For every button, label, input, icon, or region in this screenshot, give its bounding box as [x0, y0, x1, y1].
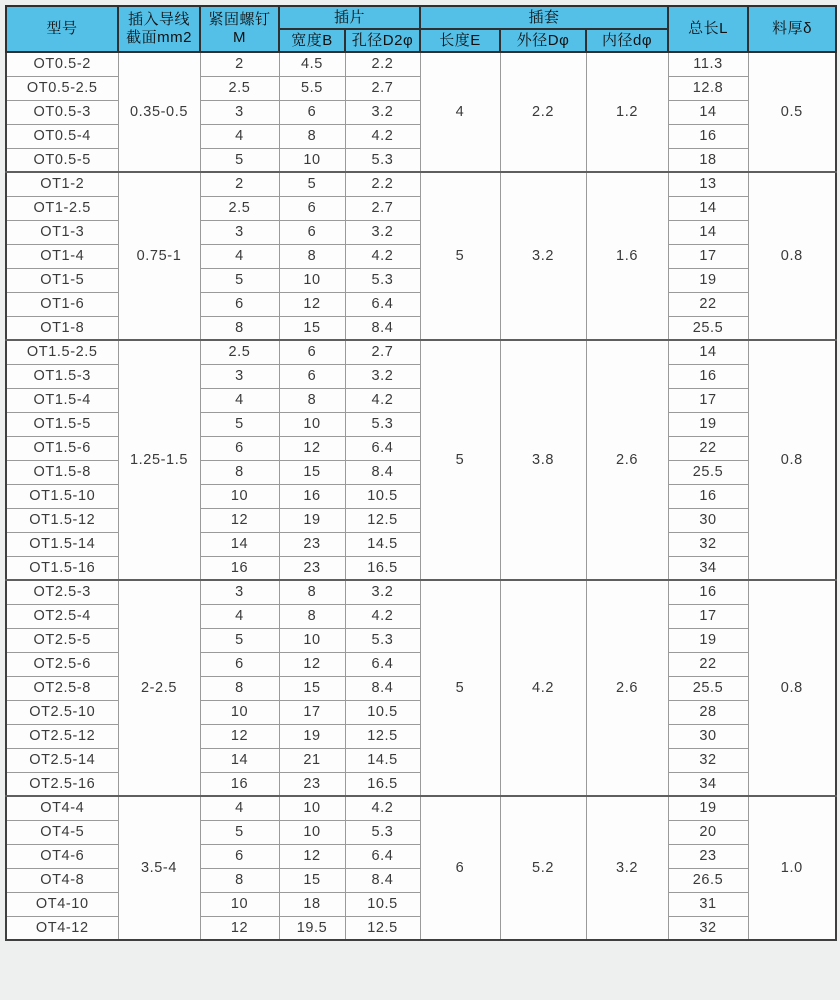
spec-table-body — [6, 52, 836, 940]
cell-model: OT2.5-12 — [6, 724, 118, 748]
cell-model: OT0.5-2.5 — [6, 76, 118, 100]
header-tab-hole: 孔径D2φ — [345, 29, 420, 52]
header-wire-section — [118, 6, 200, 52]
cell-tab-hole: 4.2 — [345, 604, 420, 628]
header-sleeve-inner: 内径dφ — [586, 29, 668, 52]
cell-tab-hole: 10.5 — [345, 700, 420, 724]
cell-screw: 2.5 — [200, 340, 279, 364]
cell-model: OT4-10 — [6, 892, 118, 916]
cell-tab-width: 15 — [279, 316, 345, 340]
cell-model: OT0.5-2 — [6, 52, 118, 76]
cell-tab-width: 8 — [279, 124, 345, 148]
cell-screw: 16 — [200, 556, 279, 580]
cell-tab-hole: 2.7 — [345, 340, 420, 364]
cell-tab-hole: 6.4 — [345, 652, 420, 676]
cell-total-length: 34 — [668, 772, 748, 796]
cell-model: OT1.5-5 — [6, 412, 118, 436]
cell-wire-section: 1.25-1.5 — [118, 340, 200, 580]
cell-total-length: 11.3 — [668, 52, 748, 76]
cell-tab-hole: 16.5 — [345, 772, 420, 796]
cell-total-length: 32 — [668, 532, 748, 556]
cell-total-length: 31 — [668, 892, 748, 916]
cell-total-length: 25.5 — [668, 676, 748, 700]
cell-tab-hole: 8.4 — [345, 868, 420, 892]
cell-sleeve-inner: 1.2 — [586, 52, 668, 172]
cell-screw: 12 — [200, 916, 279, 940]
cell-total-length: 18 — [668, 148, 748, 172]
cell-sleeve-inner: 3.2 — [586, 796, 668, 940]
cell-tab-hole: 8.4 — [345, 316, 420, 340]
cell-model: OT1.5-4 — [6, 388, 118, 412]
cell-tab-hole: 6.4 — [345, 844, 420, 868]
cell-screw: 5 — [200, 268, 279, 292]
cell-tab-hole: 2.7 — [345, 196, 420, 220]
cell-tab-hole: 6.4 — [345, 436, 420, 460]
cell-model: OT4-5 — [6, 820, 118, 844]
cell-sleeve-length: 4 — [420, 52, 500, 172]
cell-sleeve-length: 5 — [420, 340, 500, 580]
cell-model: OT0.5-4 — [6, 124, 118, 148]
cell-screw: 6 — [200, 652, 279, 676]
cell-tab-width: 5.5 — [279, 76, 345, 100]
cell-tab-width: 8 — [279, 580, 345, 604]
cell-sleeve-length: 6 — [420, 796, 500, 940]
cell-total-length: 14 — [668, 220, 748, 244]
cell-screw: 8 — [200, 460, 279, 484]
cell-total-length: 14 — [668, 196, 748, 220]
cell-model: OT1-5 — [6, 268, 118, 292]
cell-tab-width: 10 — [279, 820, 345, 844]
cell-sleeve-outer: 3.8 — [500, 340, 586, 580]
cell-tab-width: 21 — [279, 748, 345, 772]
cell-tab-hole: 2.2 — [345, 172, 420, 196]
cell-tab-hole: 3.2 — [345, 220, 420, 244]
cell-screw: 8 — [200, 676, 279, 700]
cell-model: OT1.5-10 — [6, 484, 118, 508]
cell-model: OT2.5-16 — [6, 772, 118, 796]
table-row — [6, 796, 836, 820]
cell-sleeve-inner: 1.6 — [586, 172, 668, 340]
cell-tab-hole: 3.2 — [345, 100, 420, 124]
cell-tab-width: 16 — [279, 484, 345, 508]
cell-total-length: 20 — [668, 820, 748, 844]
cell-screw: 10 — [200, 892, 279, 916]
cell-total-length: 22 — [668, 436, 748, 460]
cell-total-length: 22 — [668, 652, 748, 676]
table-header — [6, 6, 836, 52]
cell-screw: 4 — [200, 604, 279, 628]
cell-model: OT4-6 — [6, 844, 118, 868]
cell-tab-hole: 3.2 — [345, 580, 420, 604]
cell-tab-hole: 12.5 — [345, 508, 420, 532]
cell-total-length: 28 — [668, 700, 748, 724]
cell-sleeve-inner: 2.6 — [586, 340, 668, 580]
cell-tab-width: 4.5 — [279, 52, 345, 76]
cell-model: OT0.5-3 — [6, 100, 118, 124]
cell-total-length: 32 — [668, 916, 748, 940]
cell-screw: 3 — [200, 364, 279, 388]
cell-model: OT4-12 — [6, 916, 118, 940]
cell-model: OT4-8 — [6, 868, 118, 892]
cell-model: OT0.5-5 — [6, 148, 118, 172]
cell-model: OT1.5-12 — [6, 508, 118, 532]
header-sleeve-group: 插套 — [420, 6, 668, 29]
cell-wire-section: 3.5-4 — [118, 796, 200, 940]
cell-wire-section: 0.35-0.5 — [118, 52, 200, 172]
cell-screw: 5 — [200, 628, 279, 652]
cell-tab-hole: 4.2 — [345, 124, 420, 148]
cell-tab-hole: 4.2 — [345, 388, 420, 412]
cell-tab-width: 23 — [279, 556, 345, 580]
cell-model: OT2.5-8 — [6, 676, 118, 700]
cell-screw: 4 — [200, 796, 279, 820]
cell-total-length: 32 — [668, 748, 748, 772]
cell-model: OT2.5-6 — [6, 652, 118, 676]
cell-model: OT4-4 — [6, 796, 118, 820]
cell-tab-width: 23 — [279, 772, 345, 796]
cell-sleeve-length: 5 — [420, 580, 500, 796]
cell-sleeve-inner: 2.6 — [586, 580, 668, 796]
cell-total-length: 19 — [668, 268, 748, 292]
cell-model: OT1-2.5 — [6, 196, 118, 220]
cell-tab-width: 19.5 — [279, 916, 345, 940]
cell-tab-hole: 16.5 — [345, 556, 420, 580]
header-model: 型号 — [6, 6, 118, 52]
cell-screw: 3 — [200, 580, 279, 604]
cell-model: OT2.5-5 — [6, 628, 118, 652]
cell-screw: 3 — [200, 220, 279, 244]
cell-model: OT1.5-3 — [6, 364, 118, 388]
cell-total-length: 17 — [668, 244, 748, 268]
cell-tab-hole: 14.5 — [345, 532, 420, 556]
cell-tab-width: 8 — [279, 604, 345, 628]
header-wire-section-line2: 截面mm2 — [126, 29, 192, 46]
header-tab-group: 插片 — [279, 6, 420, 29]
header-total-length: 总长L — [668, 6, 748, 52]
cell-tab-width: 18 — [279, 892, 345, 916]
cell-model: OT1.5-6 — [6, 436, 118, 460]
cell-tab-hole: 5.3 — [345, 628, 420, 652]
cell-screw: 2.5 — [200, 196, 279, 220]
cell-total-length: 19 — [668, 628, 748, 652]
cell-total-length: 23 — [668, 844, 748, 868]
cell-total-length: 22 — [668, 292, 748, 316]
cell-screw: 2.5 — [200, 76, 279, 100]
cell-model: OT1-4 — [6, 244, 118, 268]
cell-model: OT1.5-8 — [6, 460, 118, 484]
cell-tab-width: 15 — [279, 460, 345, 484]
cell-screw: 14 — [200, 748, 279, 772]
cell-tab-width: 19 — [279, 508, 345, 532]
cell-screw: 10 — [200, 700, 279, 724]
cell-screw: 10 — [200, 484, 279, 508]
cell-sleeve-length: 5 — [420, 172, 500, 340]
cell-tab-hole: 2.7 — [345, 76, 420, 100]
cell-total-length: 14 — [668, 100, 748, 124]
cell-total-length: 30 — [668, 508, 748, 532]
cell-screw: 5 — [200, 412, 279, 436]
cell-total-length: 34 — [668, 556, 748, 580]
cell-tab-hole: 4.2 — [345, 796, 420, 820]
cell-tab-width: 6 — [279, 100, 345, 124]
cell-screw: 12 — [200, 508, 279, 532]
cell-sleeve-outer: 3.2 — [500, 172, 586, 340]
cell-total-length: 14 — [668, 340, 748, 364]
header-sleeve-length: 长度E — [420, 29, 500, 52]
cell-total-length: 17 — [668, 604, 748, 628]
cell-total-length: 16 — [668, 364, 748, 388]
cell-total-length: 25.5 — [668, 460, 748, 484]
cell-wire-section: 2-2.5 — [118, 580, 200, 796]
cell-screw: 5 — [200, 820, 279, 844]
cell-screw: 2 — [200, 172, 279, 196]
cell-tab-hole: 3.2 — [345, 364, 420, 388]
cell-sleeve-outer: 4.2 — [500, 580, 586, 796]
cell-thickness: 1.0 — [748, 796, 836, 940]
table-row — [6, 580, 836, 604]
cell-tab-width: 17 — [279, 700, 345, 724]
cell-tab-width: 6 — [279, 196, 345, 220]
cell-thickness: 0.8 — [748, 340, 836, 580]
cell-model: OT1.5-16 — [6, 556, 118, 580]
cell-tab-hole: 14.5 — [345, 748, 420, 772]
cell-tab-width: 19 — [279, 724, 345, 748]
spec-table — [5, 5, 837, 941]
cell-tab-hole: 8.4 — [345, 676, 420, 700]
cell-screw: 16 — [200, 772, 279, 796]
cell-tab-width: 10 — [279, 148, 345, 172]
cell-total-length: 16 — [668, 124, 748, 148]
cell-sleeve-outer: 5.2 — [500, 796, 586, 940]
cell-model: OT1-6 — [6, 292, 118, 316]
cell-tab-width: 12 — [279, 844, 345, 868]
cell-tab-width: 15 — [279, 868, 345, 892]
header-screw-line1: 紧固螺钉 — [208, 11, 271, 28]
cell-total-length: 19 — [668, 796, 748, 820]
cell-screw: 6 — [200, 292, 279, 316]
cell-screw: 2 — [200, 52, 279, 76]
cell-model: OT2.5-4 — [6, 604, 118, 628]
cell-model: OT1-2 — [6, 172, 118, 196]
cell-tab-width: 5 — [279, 172, 345, 196]
header-tab-width: 宽度B — [279, 29, 345, 52]
cell-tab-width: 12 — [279, 292, 345, 316]
cell-tab-hole: 8.4 — [345, 460, 420, 484]
cell-tab-hole: 5.3 — [345, 820, 420, 844]
cell-tab-width: 10 — [279, 412, 345, 436]
cell-tab-width: 23 — [279, 532, 345, 556]
header-thickness: 料厚δ — [748, 6, 836, 52]
cell-total-length: 26.5 — [668, 868, 748, 892]
table-row — [6, 52, 836, 76]
cell-total-length: 12.8 — [668, 76, 748, 100]
cell-tab-width: 8 — [279, 388, 345, 412]
cell-tab-hole: 2.2 — [345, 52, 420, 76]
cell-screw: 4 — [200, 124, 279, 148]
table-row — [6, 172, 836, 196]
cell-screw: 14 — [200, 532, 279, 556]
cell-tab-width: 8 — [279, 244, 345, 268]
header-screw-line2: M — [233, 29, 246, 46]
cell-screw: 4 — [200, 388, 279, 412]
cell-screw: 4 — [200, 244, 279, 268]
cell-screw: 12 — [200, 724, 279, 748]
cell-total-length: 19 — [668, 412, 748, 436]
cell-tab-hole: 5.3 — [345, 412, 420, 436]
cell-model: OT2.5-10 — [6, 700, 118, 724]
cell-tab-hole: 12.5 — [345, 724, 420, 748]
cell-total-length: 25.5 — [668, 316, 748, 340]
cell-model: OT1-8 — [6, 316, 118, 340]
cell-screw: 5 — [200, 148, 279, 172]
header-screw — [200, 6, 279, 52]
cell-total-length: 17 — [668, 388, 748, 412]
cell-thickness: 0.5 — [748, 52, 836, 172]
cell-tab-width: 12 — [279, 436, 345, 460]
cell-tab-hole: 5.3 — [345, 268, 420, 292]
cell-tab-width: 15 — [279, 676, 345, 700]
cell-tab-width: 6 — [279, 364, 345, 388]
cell-tab-width: 6 — [279, 220, 345, 244]
cell-tab-width: 10 — [279, 268, 345, 292]
cell-tab-hole: 6.4 — [345, 292, 420, 316]
cell-model: OT2.5-3 — [6, 580, 118, 604]
cell-tab-hole: 12.5 — [345, 916, 420, 940]
cell-tab-width: 12 — [279, 652, 345, 676]
cell-tab-hole: 4.2 — [345, 244, 420, 268]
cell-tab-hole: 10.5 — [345, 484, 420, 508]
cell-screw: 8 — [200, 316, 279, 340]
cell-model: OT1-3 — [6, 220, 118, 244]
cell-screw: 8 — [200, 868, 279, 892]
cell-total-length: 13 — [668, 172, 748, 196]
header-sleeve-outer: 外径Dφ — [500, 29, 586, 52]
cell-total-length: 16 — [668, 484, 748, 508]
cell-thickness: 0.8 — [748, 580, 836, 796]
cell-screw: 6 — [200, 436, 279, 460]
cell-tab-hole: 5.3 — [345, 148, 420, 172]
cell-model: OT1.5-2.5 — [6, 340, 118, 364]
cell-tab-hole: 10.5 — [345, 892, 420, 916]
cell-wire-section: 0.75-1 — [118, 172, 200, 340]
cell-tab-width: 10 — [279, 796, 345, 820]
cell-total-length: 30 — [668, 724, 748, 748]
table-row — [6, 340, 836, 364]
cell-tab-width: 6 — [279, 340, 345, 364]
cell-screw: 3 — [200, 100, 279, 124]
cell-tab-width: 10 — [279, 628, 345, 652]
header-wire-section-line1: 插入导线 — [127, 11, 190, 28]
cell-thickness: 0.8 — [748, 172, 836, 340]
cell-model: OT1.5-14 — [6, 532, 118, 556]
cell-model: OT2.5-14 — [6, 748, 118, 772]
cell-screw: 6 — [200, 844, 279, 868]
cell-sleeve-outer: 2.2 — [500, 52, 586, 172]
cell-total-length: 16 — [668, 580, 748, 604]
